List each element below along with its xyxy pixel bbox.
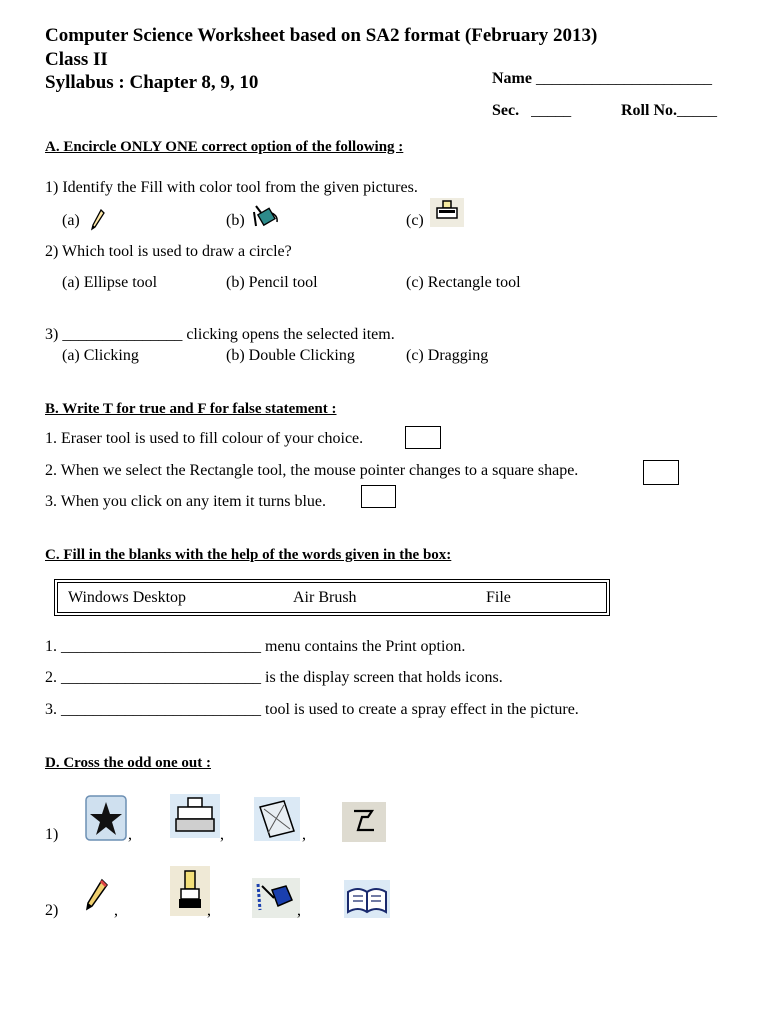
q3-option-b: (b) Double Clicking: [226, 347, 355, 364]
q3-option-c: (c) Dragging: [406, 347, 489, 364]
class-line: Class II: [45, 49, 108, 70]
tf-answer-box-3[interactable]: [361, 485, 396, 508]
q3-option-a: (a) Clicking: [62, 347, 139, 364]
name-label: Name: [492, 70, 532, 87]
comma: ,: [302, 826, 306, 843]
q1-option-a: (a): [62, 212, 80, 229]
comma: ,: [220, 826, 224, 843]
tf-statement-2: 2. When we select the Rectangle tool, the mouse pointer changes to a square shape.: [45, 462, 579, 479]
section-c-heading: C. Fill in the blanks with the help of the words given in the box:: [45, 547, 452, 563]
my-documents-icon: [344, 880, 390, 923]
q1-text: 1) Identify the Fill with color tool from the given pictures.: [45, 179, 418, 196]
pencil-icon: [84, 876, 110, 919]
fill-bucket-icon: [252, 878, 300, 923]
tf-statement-1: 1. Eraser tool is used to fill colour of your choice.: [45, 430, 364, 447]
fill-bucket-icon: [252, 204, 280, 233]
q2-option-c: (c) Rectangle tool: [406, 274, 521, 291]
sec-label: Sec.: [492, 102, 520, 119]
worksheet-title: Computer Science Worksheet based on SA2 format (February 2013): [45, 25, 598, 46]
section-b-heading: B. Write T for true and F for false statement :: [45, 401, 337, 417]
eraser-icon: [430, 198, 464, 227]
q1-option-c: (c): [406, 212, 424, 229]
fill-blank-2: 2. _________________________ is the display screen that holds icons.: [45, 669, 503, 686]
sec-blank: _____: [531, 102, 572, 119]
roll-label: Roll No.: [621, 102, 677, 119]
tf-answer-box-2[interactable]: [643, 460, 679, 485]
section-a-heading: A. Encircle ONLY ONE correct option of the following :: [45, 139, 404, 155]
recycle-bin-icon: [254, 797, 300, 846]
fill-blank-1: 1. _________________________ menu contains the Print option.: [45, 638, 466, 655]
comma: ,: [128, 826, 132, 843]
name-blank: ______________________: [535, 70, 712, 87]
printer-icon: [170, 794, 220, 843]
q3-text: 3) _______________ clicking opens the selected item.: [45, 326, 395, 343]
sec-field: [492, 102, 571, 120]
brush-icon: [170, 866, 210, 921]
word-box-item-2: Air Brush: [293, 589, 357, 606]
word-box: [54, 579, 610, 616]
fill-blank-3: 3. _________________________ tool is used to create a spray effect in the picture.: [45, 701, 579, 718]
roll-field: [621, 102, 717, 120]
star-icon: [85, 795, 127, 846]
name-field: [492, 70, 712, 88]
odd-one-q2-label: 2): [45, 902, 59, 919]
tf-statement-3: 3. When you click on any item it turns blue.: [45, 493, 326, 510]
word-box-item-3: File: [486, 589, 511, 606]
word-box-item-1: Windows Desktop: [68, 589, 187, 606]
q2-text: 2) Which tool is used to draw a circle?: [45, 243, 292, 260]
comma: ,: [297, 902, 301, 919]
pencil-icon: [91, 209, 105, 236]
q2-option-b: (b) Pencil tool: [226, 274, 318, 291]
odd-one-q1-label: 1): [45, 826, 59, 843]
text-tool-icon: [342, 802, 386, 847]
roll-blank: _____: [677, 102, 717, 119]
section-d-heading: D. Cross the odd one out :: [45, 755, 211, 771]
comma: ,: [207, 902, 211, 919]
comma: ,: [114, 902, 118, 919]
q1-option-b: (b): [226, 212, 245, 229]
syllabus-line: Syllabus : Chapter 8, 9, 10: [45, 72, 259, 93]
tf-answer-box-1[interactable]: [405, 426, 441, 449]
q2-option-a: (a) Ellipse tool: [62, 274, 158, 291]
